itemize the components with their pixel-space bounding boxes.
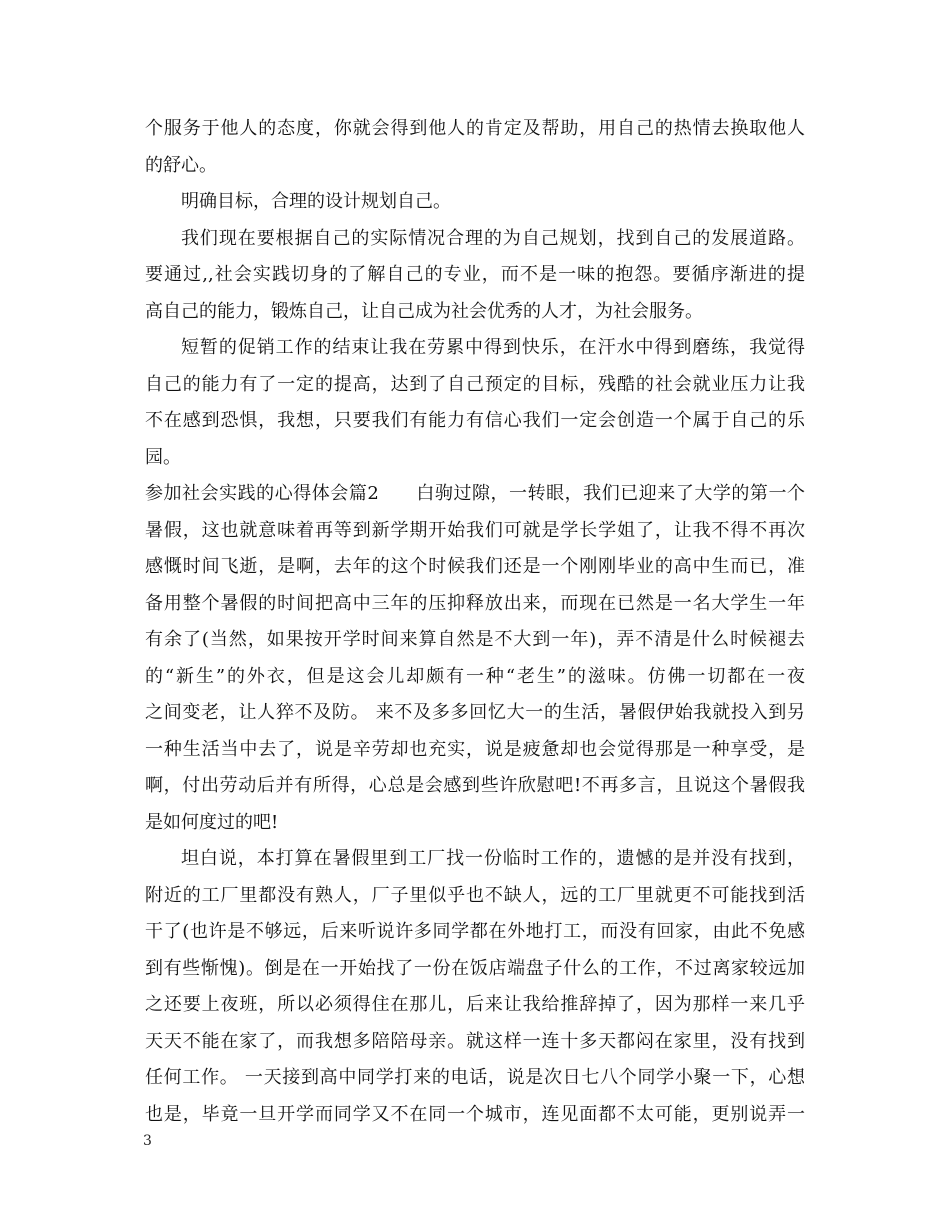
text-line: 啊，付出劳动后并有所得，心总是会感到些许欣慰吧!不再多言，且说这个暑假我 bbox=[145, 775, 805, 796]
text-line: 不在感到恐惧，我想，只要我们有能力有信心我们一定会创造一个属于自己的乐 bbox=[145, 410, 805, 431]
page-number: 3 bbox=[143, 1133, 152, 1149]
text-line: 之间变老，让人猝不及防。 来不及多多回忆大一的生活，暑假伊始我就投入到另 bbox=[145, 702, 805, 723]
text-line: 的“新生”的外衣，但是这会儿却颇有一种“老生”的滋味。仿佛一切都在一夜 bbox=[145, 665, 805, 687]
text-line: 个服务于他人的态度，你就会得到他人的肯定及帮助，用自己的热情去换取他人 bbox=[145, 118, 805, 139]
text-line: 短暂的促销工作的结束让我在劳累中得到快乐，在汗水中得到磨练，我觉得 bbox=[181, 337, 805, 358]
text-line: 干了(也许是不够远，后来听说许多同学都在外地打工，而没有回家，由此不免感 bbox=[145, 921, 805, 942]
text-line: 我们现在要根据自己的实际情况合理的为自己规划，找到自己的发展道路。 bbox=[181, 227, 805, 249]
text-line: 到有些惭愧)。倒是在一开始找了一份在饭店端盘子什么的工作，不过离家较远加 bbox=[145, 957, 805, 979]
text-line: 是如何度过的吧! bbox=[145, 811, 279, 833]
text-line: 的舒心。 bbox=[145, 154, 217, 176]
text-line: 备用整个暑假的时间把高中三年的压抑释放出来，而现在已然是一名大学生一年 bbox=[145, 592, 805, 614]
text-line: 要通过,,社会实践切身的了解自己的专业，而不是一味的抱怨。要循序渐进的提 bbox=[145, 264, 805, 285]
text-line: 任何工作。 一天接到高中同学打来的电话，说是次日七八个同学小聚一下，心想 bbox=[145, 1067, 805, 1088]
text-line: 也是，毕竟一旦开学而同学又不在同一个城市，连见面都不太可能，更别说弄一 bbox=[145, 1103, 805, 1125]
text-line: 自己的能力有了一定的提高，达到了自己预定的目标，残酷的社会就业压力让我 bbox=[145, 373, 805, 395]
section-heading-line: 参加社会实践的心得体会篇2 白驹过隙，一转眼，我们已迎来了大学的第一个 bbox=[145, 483, 805, 504]
text-line: 附近的工厂里都没有熟人，厂子里似乎也不缺人，远的工厂里就更不可能找到活 bbox=[145, 884, 805, 906]
text-line: 明确目标，合理的设计规划自己。 bbox=[181, 191, 451, 212]
text-line: 有余了(当然，如果按开学时间来算自然是不大到一年)，弄不清是什么时候褪去 bbox=[145, 629, 805, 650]
text-line: 高自己的能力，锻炼自己，让自己成为社会优秀的人才，为社会服务。 bbox=[145, 300, 703, 322]
text-line: 园。 bbox=[145, 446, 181, 468]
text-line: 坦白说，本打算在暑假里到工厂找一份临时工作的，遗憾的是并没有找到， bbox=[181, 848, 805, 869]
text-line: 暑假，这也就意味着再等到新学期开始我们可就是学长学姐了，让我不得不再次 bbox=[145, 519, 805, 541]
text-line: 天天不能在家了，而我想多陪陪母亲。就这样一连十多天都闷在家里，没有找到 bbox=[145, 1030, 805, 1052]
document-body bbox=[145, 111, 805, 1133]
text-line: 一种生活当中去了，说是辛劳却也充实，说是疲惫却也会觉得那是一种享受，是 bbox=[145, 738, 805, 760]
text-line: 感慨时间飞逝，是啊，去年的这个时候我们还是一个刚刚毕业的高中生而已，准 bbox=[145, 556, 805, 577]
text-line: 之还要上夜班，所以必须得住在那儿，后来让我给推辞掉了，因为那样一来几乎 bbox=[145, 994, 805, 1015]
